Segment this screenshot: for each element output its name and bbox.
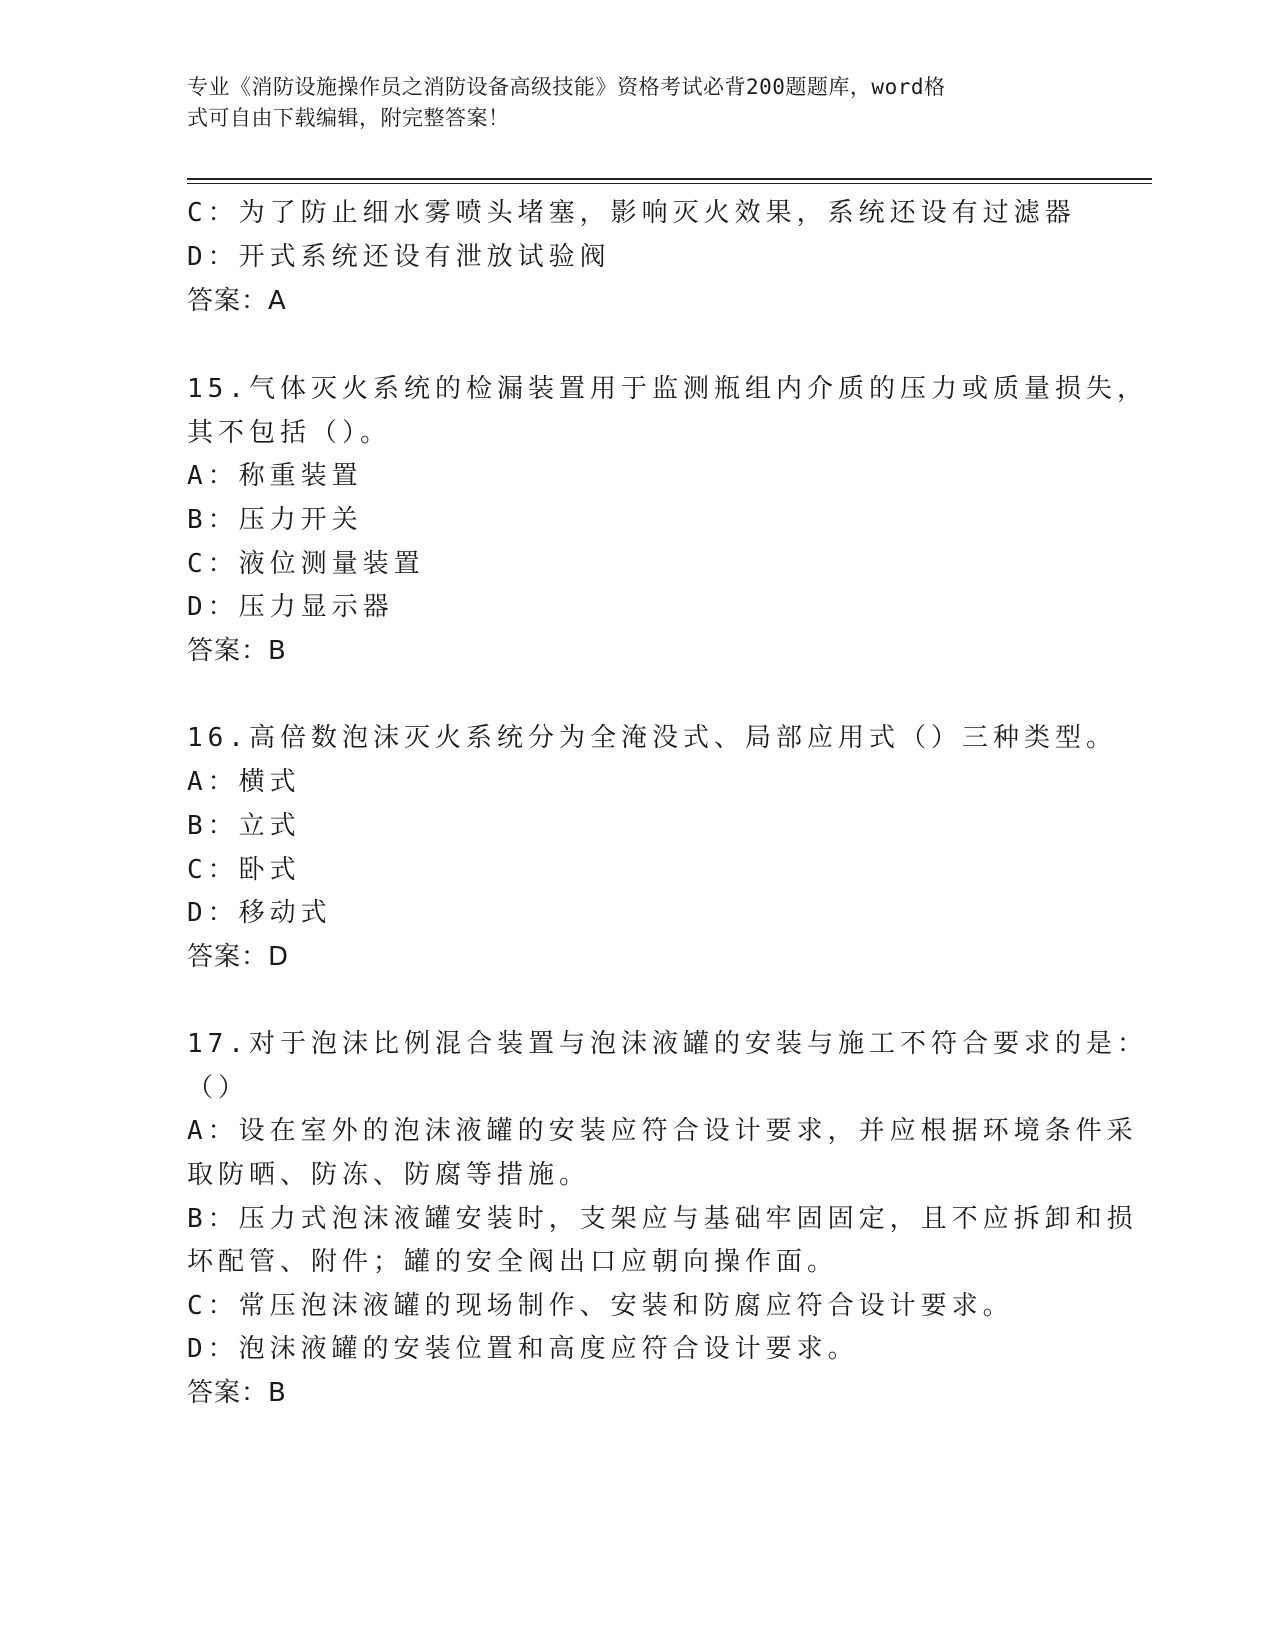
q16-option-b: B：立式 xyxy=(187,811,301,841)
header-divider-thin xyxy=(187,183,1152,184)
q17-option-a-line-2: 取防晒、防冻、防腐等措施。 xyxy=(187,1160,591,1190)
header-divider-thick xyxy=(187,178,1152,180)
q16-answer: 答案：D xyxy=(187,942,290,972)
q15-option-b: B：压力开关 xyxy=(187,505,363,535)
prev-answer: 答案：A xyxy=(187,286,287,316)
q15-stem-line-1: 15.气体灭火系统的检漏装置用于监测瓶组内介质的压力或质量损失， xyxy=(187,374,1148,404)
q15-option-c: C：液位测量装置 xyxy=(187,549,425,579)
q17-option-b-line-1: B：压力式泡沫液罐安装时，支架应与基础牢固固定，且不应拆卸和损 xyxy=(187,1204,1138,1234)
header-line-1: 专业《消防设施操作员之消防设备高级技能》资格考试必背200题题库，word格 xyxy=(187,75,946,99)
q15-option-d: D：压力显示器 xyxy=(187,592,394,622)
q16-stem-line-1: 16.高倍数泡沫灭火系统分为全淹没式、局部应用式（）三种类型。 xyxy=(187,723,1117,753)
q17-option-c: C：常压泡沫液罐的现场制作、安装和防腐应符合设计要求。 xyxy=(187,1291,1014,1321)
q17-option-d: D：泡沫液罐的安装位置和高度应符合设计要求。 xyxy=(187,1334,859,1364)
q17-answer: 答案：B xyxy=(187,1378,287,1408)
q16-option-a: A：横式 xyxy=(187,767,301,797)
document-header xyxy=(187,72,1067,134)
q17-stem-line-1: 17.对于泡沫比例混合装置与泡沫液罐的安装与施工不符合要求的是： xyxy=(187,1029,1148,1059)
q15-answer: 答案：B xyxy=(187,636,287,666)
q16-option-c: C：卧式 xyxy=(187,855,301,885)
q16-option-d: D：移动式 xyxy=(187,898,332,928)
q17-option-b-line-2: 坏配管、附件；罐的安全阀出口应朝向操作面。 xyxy=(187,1247,839,1277)
header-line-2: 式可自由下载编辑，附完整答案！ xyxy=(187,106,510,130)
q17-option-a-line-1: A：设在室外的泡沫液罐的安装应符合设计要求，并应根据环境条件采 xyxy=(187,1116,1138,1146)
q15-stem-line-2: 其不包括（）。 xyxy=(187,418,392,448)
prev-option-c: C：为了防止细水雾喷头堵塞，影响灭火效果，系统还设有过滤器 xyxy=(187,198,1076,228)
prev-option-d: D：开式系统还设有泄放试验阀 xyxy=(187,242,611,272)
q17-stem-line-2: （） xyxy=(187,1073,250,1103)
q15-option-a: A：称重装置 xyxy=(187,461,363,491)
